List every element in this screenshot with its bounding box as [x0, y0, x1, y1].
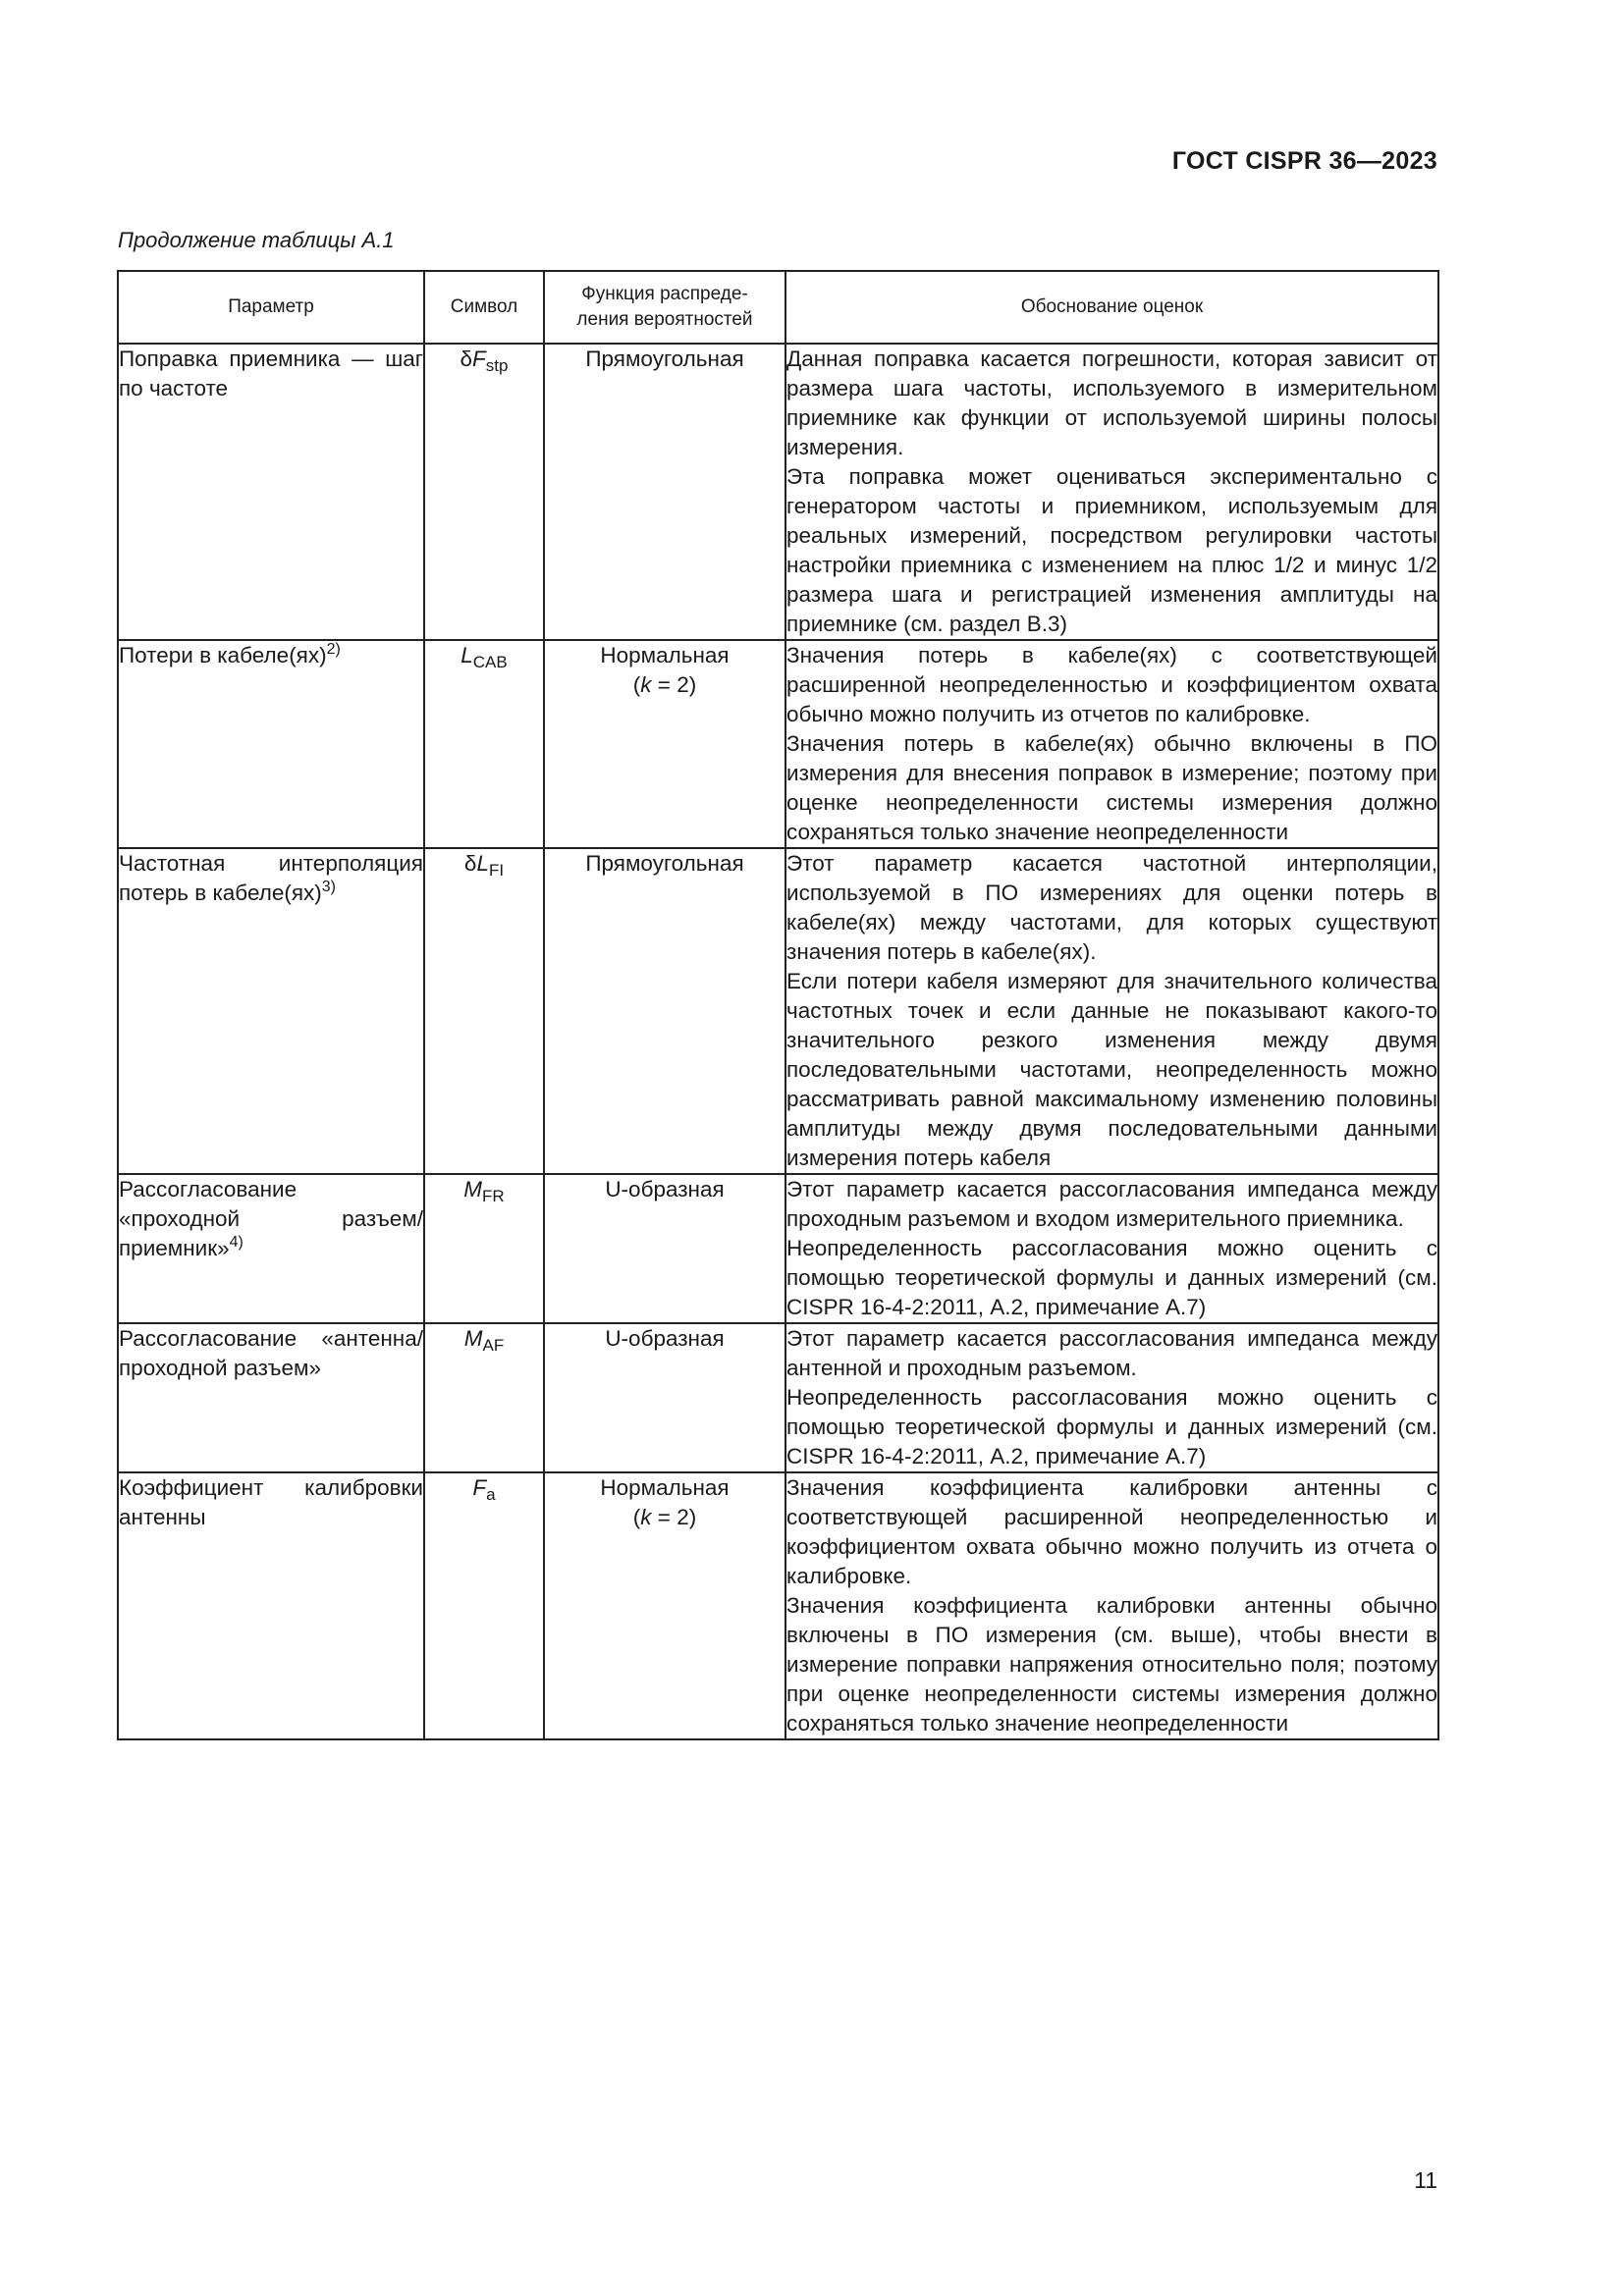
- distribution-name: U-образная: [605, 1326, 725, 1351]
- symbol-main: M: [463, 1177, 483, 1201]
- distribution-cell: [544, 1472, 785, 1739]
- justification-paragraph: Эта поправка может оцениваться экспериментально с генератором частоты и приемником, используемым для реальных измерений, посредством регулировки частоты настройки приемника с изменением на плюс 1/2 и минус 1/2 размера шага и регистрацией изменения амплитуды на приемнике (см. раздел В.3): [786, 464, 1437, 636]
- symbol-main: L: [476, 851, 489, 876]
- parameter-cell: [118, 1323, 424, 1472]
- symbol-cell: [424, 1174, 544, 1323]
- distribution-cell: [544, 344, 785, 640]
- symbol-prefix: δ: [463, 851, 477, 876]
- symbol-cell: [424, 1323, 544, 1472]
- table-row: [118, 1174, 1438, 1323]
- symbol-subscript: stp: [485, 356, 509, 375]
- symbol-main: F: [472, 1475, 487, 1500]
- justification-paragraph: Значения коэффициента калибровки антенны с соответствующей расширенной неопределенностью и коэффициентом охвата обычно можно получить из отчета о калибровке.: [786, 1475, 1437, 1588]
- parameter-text: [119, 1473, 423, 1532]
- table-row: [118, 344, 1438, 640]
- table-row: [118, 848, 1438, 1174]
- distribution-name: Прямоугольная: [585, 851, 744, 876]
- symbol-cell: [424, 344, 544, 640]
- distribution-cell: [544, 1323, 785, 1472]
- column-header-parameter: Параметр: [118, 271, 424, 344]
- symbol-cell: [424, 848, 544, 1174]
- justification-paragraph: Значения коэффициента калибровки антенны обычно включены в ПО измерения (см. выше), чтобы внести в измерение поправки напряжения относительно поля; поэтому при оценке неопределенности системы измерения должно сохраняться только значение неопределенности: [786, 1593, 1437, 1735]
- justification-paragraph: Данная поправка касается погрешности, которая зависит от размера шага частоты, используемого в измерительном приемнике как функции от используемой ширины полосы измерения.: [786, 347, 1437, 459]
- justification-cell: [785, 1323, 1438, 1472]
- distribution-cell: [544, 1174, 785, 1323]
- parameter-label: Частотная интерполяция потерь в кабеле(ях): [119, 851, 423, 905]
- coverage-factor-symbol: k: [640, 672, 652, 697]
- symbol-prefix: δ: [460, 347, 473, 371]
- table-row: [118, 1323, 1438, 1472]
- justification-cell: [785, 1174, 1438, 1323]
- symbol-main: F: [472, 347, 486, 371]
- coverage-factor: (k = 2): [632, 672, 697, 697]
- distribution-cell: [544, 640, 785, 848]
- parameter-cell: [118, 848, 424, 1174]
- table-row: [118, 1472, 1438, 1739]
- symbol-subscript: FR: [482, 1187, 505, 1205]
- justification-paragraph: Этот параметр касается рассогласования импеданса между антенной и проходным разъемом.: [786, 1326, 1437, 1380]
- justification-paragraph: Если потери кабеля измеряют для значительного количества частотных точек и если данные не показывают какого-то значительного резкого изменения между двумя последовательными частотами, неопределенность можно рассматривать равной максимальному изменению половины амплитуды между двумя последовательными данными измерения потерь кабеля: [786, 969, 1437, 1170]
- parameter-cell: [118, 640, 424, 848]
- justification-paragraph: Значения потерь в кабеле(ях) обычно включены в ПО измерения для внесения поправок в измерение; поэтому при оценке неопределенности системы измерения должно сохраняться только значение неопределенности: [786, 731, 1437, 844]
- parameter-label: Коэффициент калибровки антенны: [119, 1475, 423, 1529]
- parameter-label: Рассогласование «антенна/проходной разъем»: [119, 1326, 423, 1380]
- justification-cell: [785, 848, 1438, 1174]
- parameter-text: [119, 1324, 423, 1383]
- symbol-main: M: [463, 1326, 483, 1351]
- page-number: 11: [1414, 2167, 1437, 2193]
- distribution-name: Прямоугольная: [585, 347, 744, 371]
- justification-paragraph: Неопределенность рассогласования можно оценить с помощью теоретической формулы и данных измерений (см. CISPR 16-4-2:2011, А.2, примечание А.7): [786, 1236, 1437, 1319]
- distribution-cell: [544, 848, 785, 1174]
- symbol-subscript: FI: [488, 861, 505, 880]
- justification-cell: [785, 1472, 1438, 1739]
- coverage-factor: (k = 2): [632, 1505, 697, 1529]
- parameter-cell: [118, 1174, 424, 1323]
- parameter-text: [119, 641, 423, 670]
- parameter-text: [119, 345, 423, 403]
- distribution-name: U-образная: [605, 1177, 725, 1201]
- column-header-distribution: Функция распреде- ления вероятностей: [544, 271, 785, 344]
- symbol-main: L: [460, 643, 473, 667]
- justification-paragraph: Этот параметр касается рассогласования импеданса между проходным разъемом и входом измерительного приемника.: [786, 1177, 1437, 1231]
- justification-paragraph: Неопределенность рассогласования можно оценить с помощью теоретической формулы и данных измерений (см. CISPR 16-4-2:2011, А.2, примечание А.7): [786, 1385, 1437, 1468]
- symbol-subscript: a: [486, 1485, 496, 1504]
- parameter-text: [119, 849, 423, 908]
- parameter-cell: [118, 1472, 424, 1739]
- column-header-symbol: Символ: [424, 271, 544, 344]
- footnote-ref: 4): [229, 1234, 244, 1251]
- document-code: ГОСТ CISPR 36—2023: [1171, 147, 1437, 175]
- distribution-name: Нормальная: [600, 1475, 730, 1500]
- table-row: [118, 640, 1438, 848]
- distribution-name: Нормальная: [600, 643, 730, 667]
- symbol-subscript: AF: [482, 1336, 505, 1355]
- footnote-ref: 3): [321, 879, 337, 895]
- table-body: [118, 344, 1438, 1739]
- symbol-cell: [424, 640, 544, 848]
- footnote-ref: 2): [326, 641, 341, 658]
- uncertainty-table: [117, 270, 1439, 1740]
- justification-cell: [785, 640, 1438, 848]
- symbol-subscript: CAB: [472, 653, 508, 671]
- table-header-row: [118, 271, 1438, 344]
- coverage-factor-symbol: k: [640, 1505, 652, 1529]
- column-header-justification: Обоснование оценок: [785, 271, 1438, 344]
- parameter-label: Рассогласование «проходной разъем/приемник»: [119, 1177, 423, 1260]
- symbol-cell: [424, 1472, 544, 1739]
- table-caption: Продолжение таблицы А.1: [118, 228, 395, 252]
- justification-cell: [785, 344, 1438, 640]
- parameter-label: Потери в кабеле(ях): [119, 643, 327, 667]
- justification-paragraph: Значения потерь в кабеле(ях) с соответствующей расширенной неопределенностью и коэффициентом охвата обычно можно получить из отчетов по калибровке.: [786, 643, 1437, 726]
- parameter-cell: [118, 344, 424, 640]
- parameter-text: [119, 1175, 423, 1263]
- parameter-label: Поправка приемника — шаг по частоте: [119, 347, 423, 400]
- justification-paragraph: Этот параметр касается частотной интерполяции, используемой в ПО измерениях для оценки потерь в кабеле(ях) между частотами, для которых существуют значения потерь в кабеле(ях).: [786, 851, 1437, 964]
